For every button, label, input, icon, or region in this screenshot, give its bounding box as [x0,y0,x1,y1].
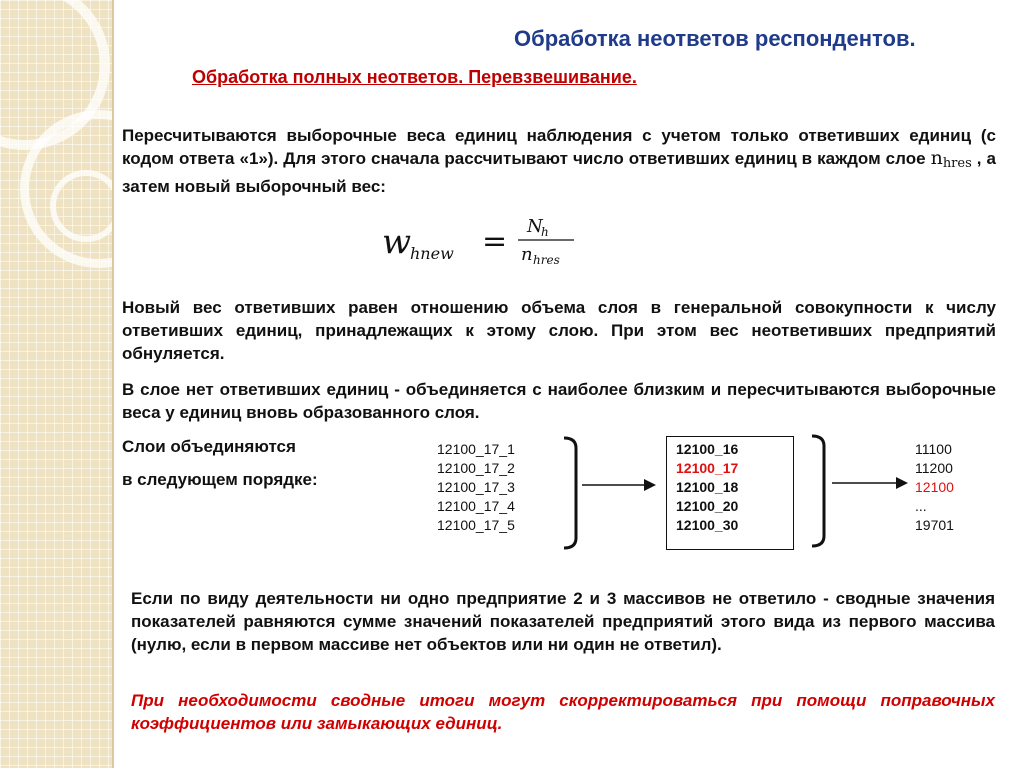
list-item: 12100_17_1 [437,441,515,457]
paragraph-text: , а затем новый выборочный вес: [122,149,996,196]
list-item: 12100_17_5 [437,517,515,533]
list-item-highlighted: 12100_17 [676,460,739,476]
strata-list-3 [915,440,954,535]
slide-title: Обработка неответов респондентов. [514,26,916,51]
formula-numerator: N [527,216,543,237]
right-brace-icon [558,434,588,552]
formula-equals: = [482,224,508,259]
list-item: 12100_30 [676,517,739,533]
formula-numerator-sub: h [541,225,549,239]
merge-order-label-line1: Слои объединяются [122,437,296,456]
paragraph-no-response-activity: Если по виду деятельности ни одно предприятие 2 и 3 массивов не ответило - сводные значения показателей равняются сумме значений показателей предприятий этого вида из первого массива (нулю, если в первом массиве нет объектов или ни один не ответил). [131,589,995,654]
arrow-right-icon [832,476,908,490]
list-item: 12100_17_3 [437,479,515,495]
paragraph-reweighting [122,124,996,198]
list-item: 11100 [915,441,952,457]
list-item: 12100_17_2 [437,460,515,476]
right-brace-icon [806,432,836,550]
paragraph-new-weight: Новый вес ответивших равен отношению объема слоя в генеральной совокупности к числу ответивших единиц, принадлежащих к этому слою. При этом вес неответивших предприятий обнуляется. [122,298,996,363]
list-item: 12100_17_4 [437,498,515,514]
formula-lhs: w [382,222,412,262]
list-item: 12100_16 [676,441,739,457]
paragraph-correction-note: При необходимости сводные итоги могут скорректироваться при помощи поправочных коэффициентов или замыкающих единиц. [131,691,995,733]
list-item: 19701 [915,517,954,533]
decorative-sidebar [0,0,112,768]
formula-denominator-sub: hres [533,253,560,267]
list-item: ... [915,498,927,514]
list-item: 11200 [915,460,953,476]
slide-subtitle: Обработка полных неответов. Перевзвешивание. [192,67,637,87]
formula-lhs-sub: hnew [410,244,454,263]
weight-formula [382,210,582,272]
strata-list-2 [676,440,738,535]
strata-list-1 [437,440,515,535]
list-item: 12100_20 [676,498,739,514]
list-item: 12100_18 [676,479,739,495]
sidebar-divider [112,0,114,768]
paragraph-merge-strata: В слое нет ответивших единиц - объединяется с наиболее близким и пересчитываются выборочные веса у единиц вновь образованного слоя. [122,380,996,422]
decorative-circle [50,170,112,242]
formula-denominator: n [521,244,533,265]
list-item-highlighted: 12100 [915,479,954,495]
paragraph-text: Пересчитываются выборочные веса единиц наблюдения с учетом только ответивших единиц (с кодом ответа «1»). Для этого сначала рассчитывают число ответивших единиц в каждом слое [122,126,996,168]
merge-order-label-line2: в следующем порядке: [122,470,318,489]
symbol-n-hres: $n_{hres}$ [930,147,972,171]
arrow-right-icon [582,478,656,492]
